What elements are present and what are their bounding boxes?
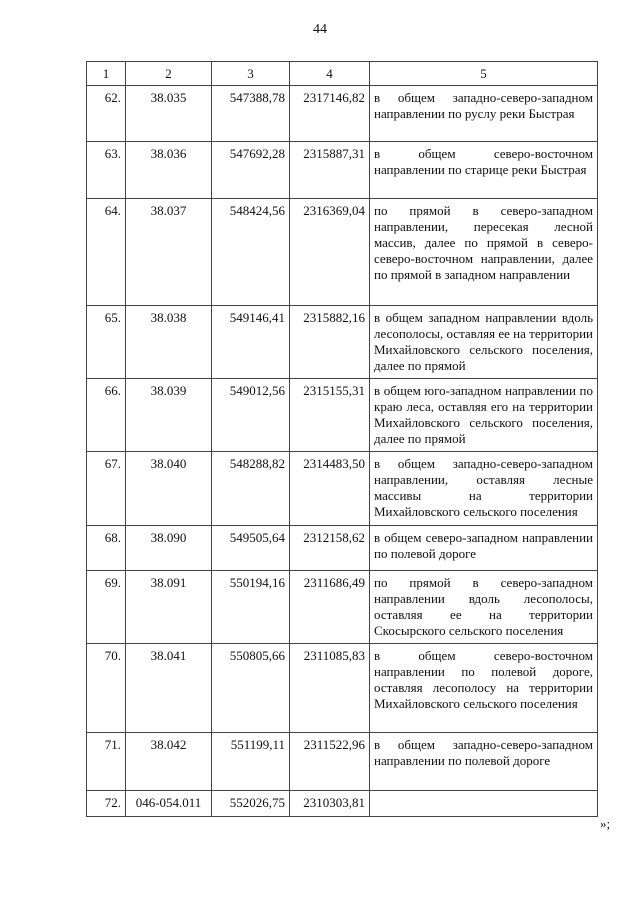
- coord-x: 550805,66: [212, 644, 290, 733]
- header-col-5: 5: [370, 62, 598, 86]
- coord-x: 548288,82: [212, 452, 290, 526]
- description: в общем западно-северо-западном направлении, оставляя лесные массивы на территории Михайловского сельского поселения: [370, 452, 598, 526]
- header-col-4: 4: [290, 62, 370, 86]
- point-code: 38.039: [126, 379, 212, 452]
- coord-y: 2311522,96: [290, 733, 370, 791]
- description: в общем северо-восточном направлении по полевой дороге, оставляя лесополосу на территории Михайловского сельского поселения: [370, 644, 598, 733]
- header-col-1: 1: [87, 62, 126, 86]
- page-number: 44: [313, 22, 327, 37]
- coord-y: 2316369,04: [290, 199, 370, 306]
- point-code: 38.090: [126, 526, 212, 571]
- point-code: 38.038: [126, 306, 212, 379]
- coord-x: 549146,41: [212, 306, 290, 379]
- row-number: 66.: [87, 379, 126, 452]
- coord-x: 547388,78: [212, 86, 290, 142]
- coord-x: 552026,75: [212, 791, 290, 817]
- row-number: 63.: [87, 142, 126, 199]
- coord-y: 2315882,16: [290, 306, 370, 379]
- table-row: [87, 86, 598, 142]
- coord-x: 549012,56: [212, 379, 290, 452]
- coord-y: 2314483,50: [290, 452, 370, 526]
- table-row: [87, 733, 598, 791]
- table-row: [87, 644, 598, 733]
- point-code: 38.042: [126, 733, 212, 791]
- description: в общем западном направлении вдоль лесополосы, оставляя ее на территории Михайловского сельского поселения, далее по прямой: [370, 306, 598, 379]
- point-code: 38.035: [126, 86, 212, 142]
- table-row: [87, 571, 598, 644]
- header-col-3: 3: [212, 62, 290, 86]
- row-number: 64.: [87, 199, 126, 306]
- description: в общем западно-северо-западном направлении по полевой дороге: [370, 733, 598, 791]
- table-row: [87, 379, 598, 452]
- description: в общем северо-восточном направлении по старице реки Быстрая: [370, 142, 598, 199]
- coord-y: 2315887,31: [290, 142, 370, 199]
- row-number: 68.: [87, 526, 126, 571]
- coord-y: 2315155,31: [290, 379, 370, 452]
- coord-y: 2310303,81: [290, 791, 370, 817]
- point-code: 38.036: [126, 142, 212, 199]
- coord-x: 547692,28: [212, 142, 290, 199]
- point-code: 046-054.011: [126, 791, 212, 817]
- point-code: 38.091: [126, 571, 212, 644]
- coord-x: 550194,16: [212, 571, 290, 644]
- row-number: 69.: [87, 571, 126, 644]
- row-number: 67.: [87, 452, 126, 526]
- description: [370, 791, 598, 817]
- table-row: [87, 791, 598, 817]
- coord-y: 2317146,82: [290, 86, 370, 142]
- row-number: 62.: [87, 86, 126, 142]
- description: по прямой в северо-западном направлении вдоль лесополосы, оставляя ее на территории Скосырского сельского поселения: [370, 571, 598, 644]
- description: в общем юго-западном направлении по краю леса, оставляя его на территории Михайловского сельского поселения, далее по прямой: [370, 379, 598, 452]
- description: в общем западно-северо-западном направлении по руслу реки Быстрая: [370, 86, 598, 142]
- header-col-2: 2: [126, 62, 212, 86]
- closing-quote-mark: »;: [600, 816, 611, 831]
- row-number: 72.: [87, 791, 126, 817]
- coord-y: 2311085,83: [290, 644, 370, 733]
- coord-x: 548424,56: [212, 199, 290, 306]
- table-row: [87, 142, 598, 199]
- description: в общем северо-западном направлении по полевой дороге: [370, 526, 598, 571]
- row-number: 65.: [87, 306, 126, 379]
- row-number: 71.: [87, 733, 126, 791]
- coord-y: 2312158,62: [290, 526, 370, 571]
- coord-x: 551199,11: [212, 733, 290, 791]
- table-header-row: [87, 62, 598, 86]
- table-row: [87, 199, 598, 306]
- description: по прямой в северо-западном направлении, пересекая лесной массив, далее по прямой в северо-северо-восточном направлении, далее по прямой в западном направлении: [370, 199, 598, 306]
- row-number: 70.: [87, 644, 126, 733]
- table-row: [87, 526, 598, 571]
- table-row: [87, 306, 598, 379]
- boundary-points-table: [86, 61, 598, 817]
- point-code: 38.037: [126, 199, 212, 306]
- coord-x: 549505,64: [212, 526, 290, 571]
- point-code: 38.040: [126, 452, 212, 526]
- coord-y: 2311686,49: [290, 571, 370, 644]
- point-code: 38.041: [126, 644, 212, 733]
- table-row: [87, 452, 598, 526]
